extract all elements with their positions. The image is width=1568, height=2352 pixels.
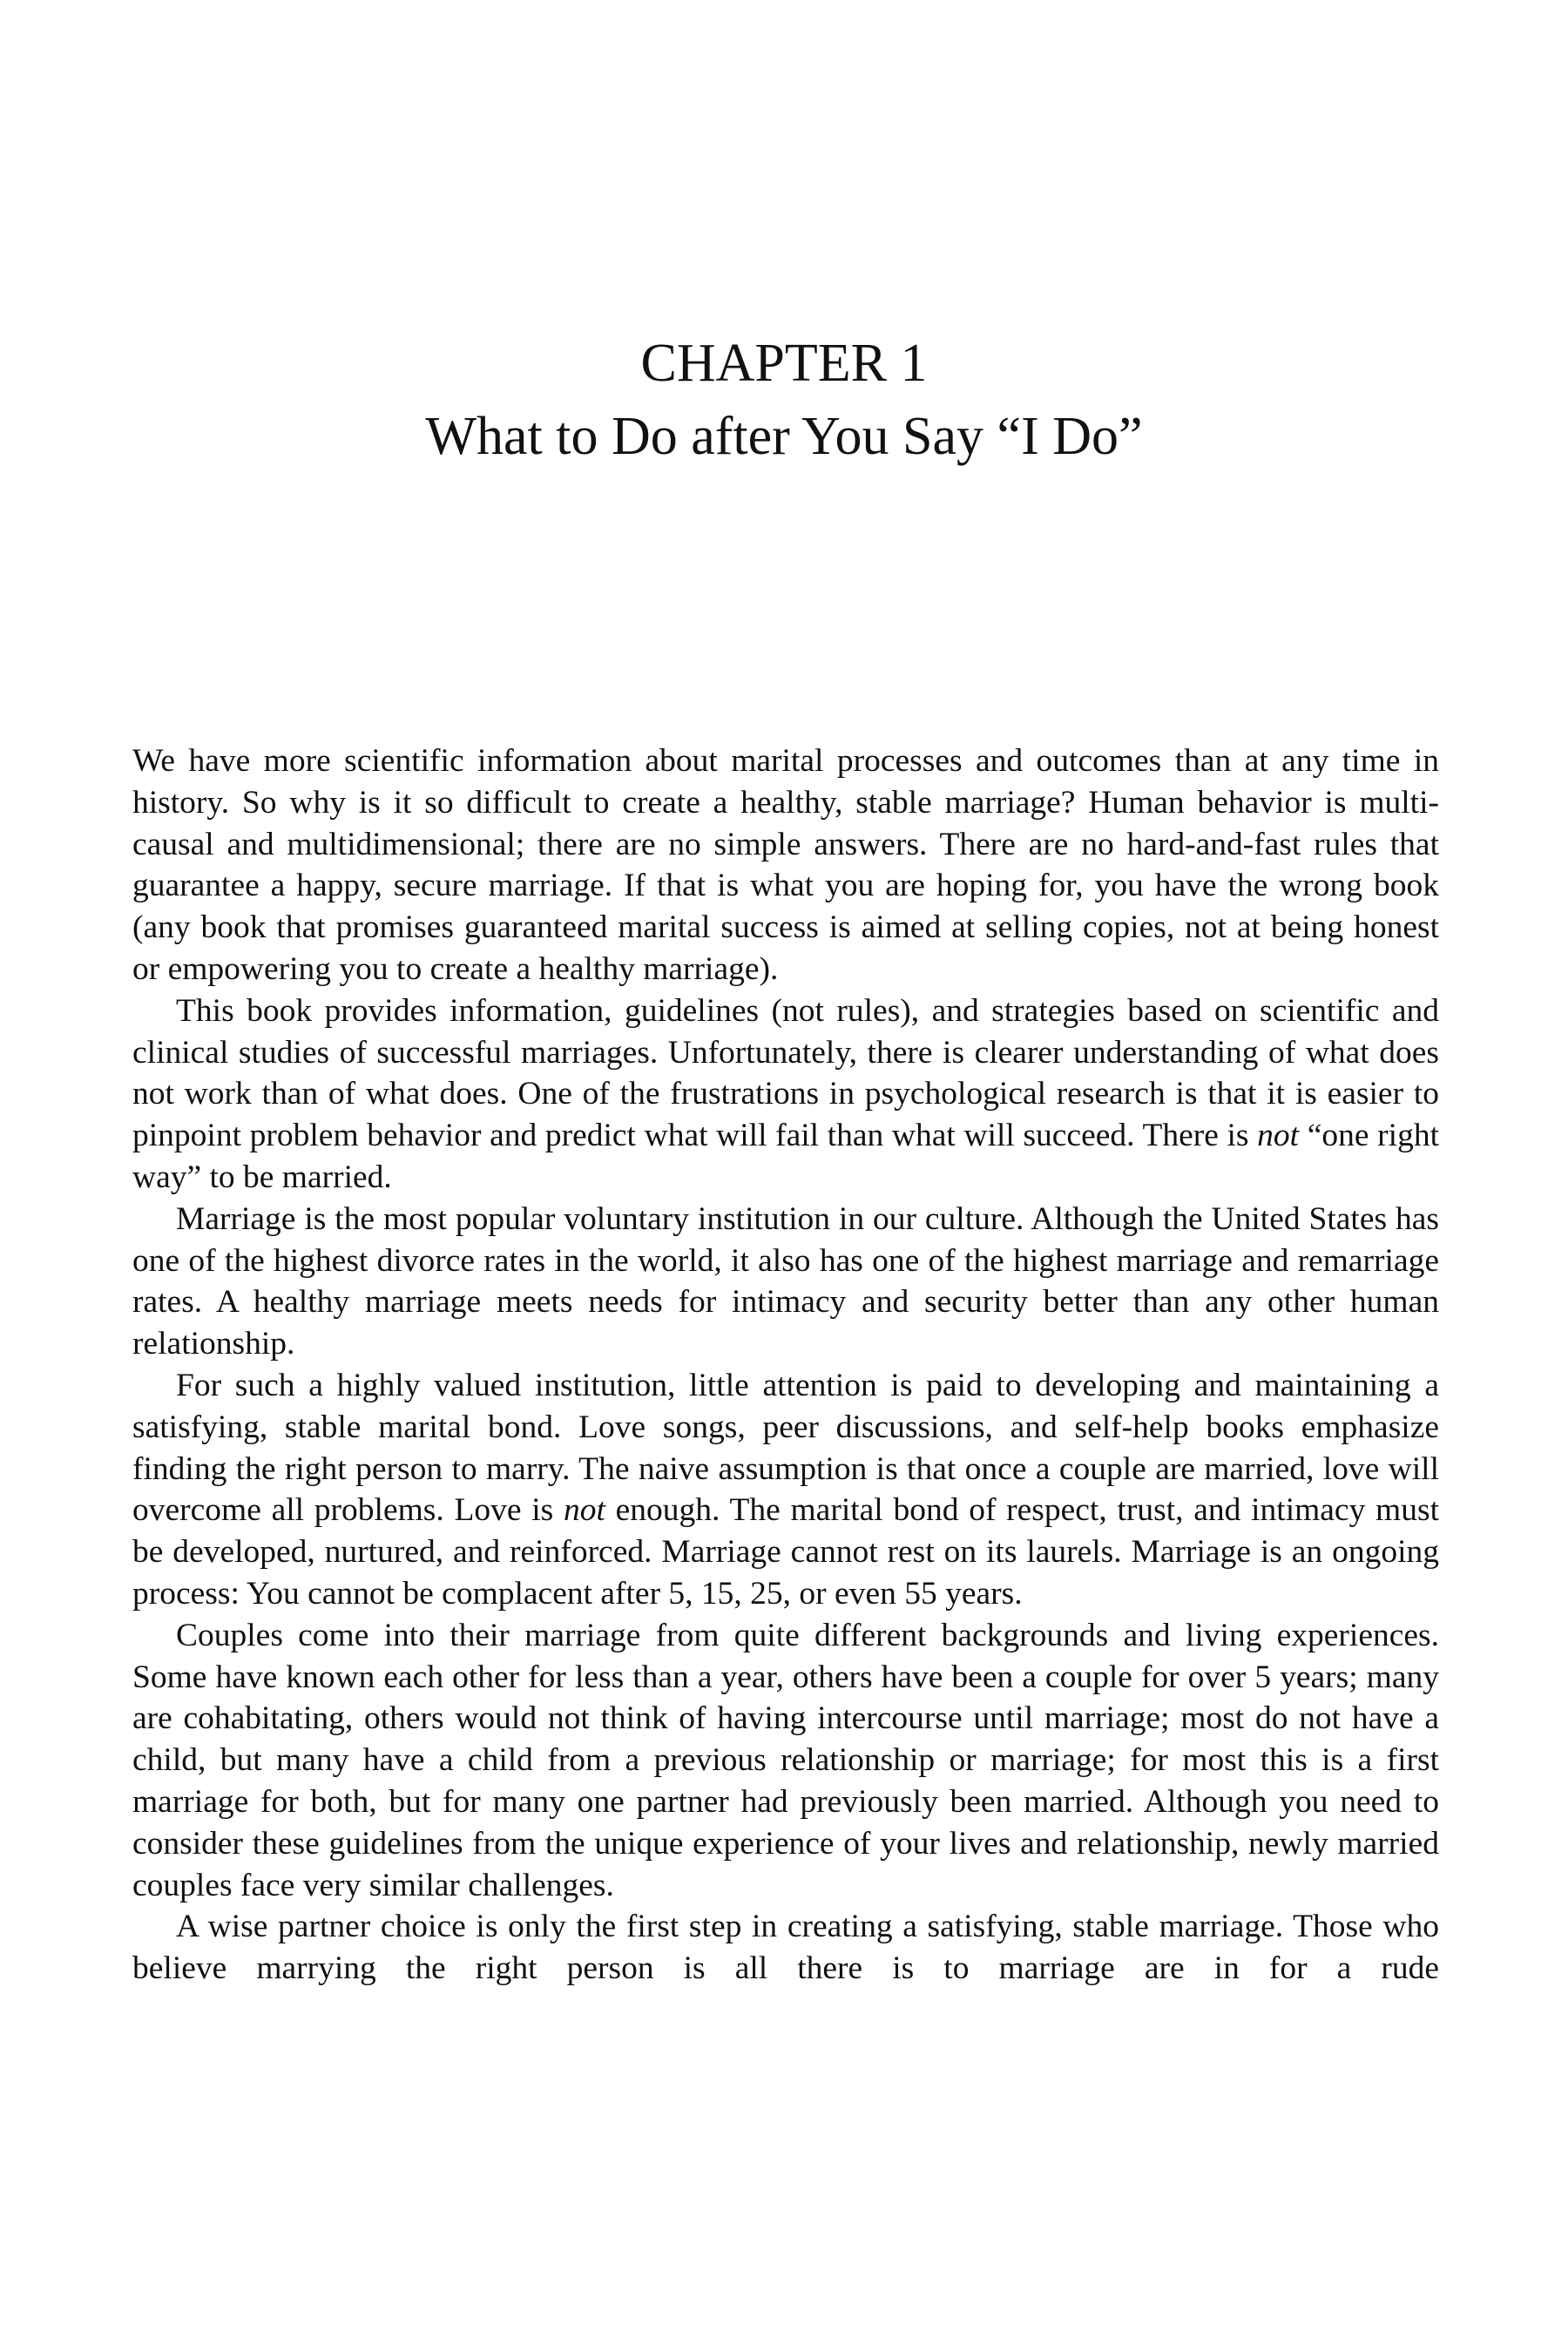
chapter-heading [0, 327, 1568, 473]
paragraph-2-text-start: This book provides information, guidelines (not rules), and strategies based on scientific and clinical studies of successful marriages. Unfortunately, there is clearer understanding of what does not work than of what does. One of the frustrations in psychological research is that it is easier to pinpoint problem behavior and predict what will fail than what will succeed. There is [132, 992, 1439, 1154]
paragraph-4 [132, 1365, 1439, 1615]
chapter-number: CHAPTER 1 [640, 334, 928, 393]
paragraph-4-text-end: enough. The marital bond of respect, trust, and intimacy must be developed, nurtured, and reinforced. Marriage cannot rest on its laurels. Marriage is an ongoing process: You cannot be complacent after 5, 15, 25, or even 55 years. [132, 1492, 1439, 1612]
paragraph-6: A wise partner choice is only the first step in creating a satisfying, stable marriage. Those who believe marrying the right person is all there is to marriage are in for a rude [132, 1909, 1439, 1987]
body-text [132, 740, 1439, 1990]
paragraph-1: We have more scientific information about marital processes and outcomes than at any time in history. So why is it so difficult to create a healthy, stable marriage? Human behavior is multi-causal and multidimensional; there are no simple answers. There are no hard-and-fast rules that guarantee a happy, secure marriage. If that is what you are hoping for, you have the wrong book (any book that promises guaranteed marital success is aimed at selling copies, not at being honest or empowering you to create a healthy marriage). [132, 743, 1439, 987]
paragraph-2-text-end: “one right way” to be married. [132, 1118, 1439, 1195]
paragraph-2 [132, 990, 1439, 1199]
paragraph-4-text-start: For such a highly valued institution, little attention is paid to developing and maintaining a satisfying, stable marital bond. Love songs, peer discussions, and self-help books emphasize finding the right person to marry. The naive assumption is that once a couple are married, love will overcome all problems. Love is [132, 1367, 1439, 1529]
paragraph-3: Marriage is the most popular voluntary institution in our culture. Although the United States has one of the highest divorce rates in the world, it also has one of the highest marriage and remarriage rates. A healthy marriage meets needs for intimacy and security better than any other human relationship. [132, 1200, 1439, 1362]
paragraph-4-emphasis: not [564, 1492, 605, 1529]
paragraph-5: Couples come into their marriage from quite different backgrounds and living experiences. Some have known each other for less than a year, others have been a couple for over 5 years; many are cohabitating, others would not think of having intercourse until marriage; most do not have a child, but many have a child from a previous relationship or marriage; for most this is a first marriage for both, but for many one partner had previously been married. Although you need to consider these guidelines from the unique experience of your lives and relationship, newly married couples face very similar challenges. [132, 1617, 1439, 1903]
paragraph-2-emphasis: not [1257, 1118, 1300, 1154]
chapter-title: What to Do after You Say “I Do” [425, 407, 1143, 466]
